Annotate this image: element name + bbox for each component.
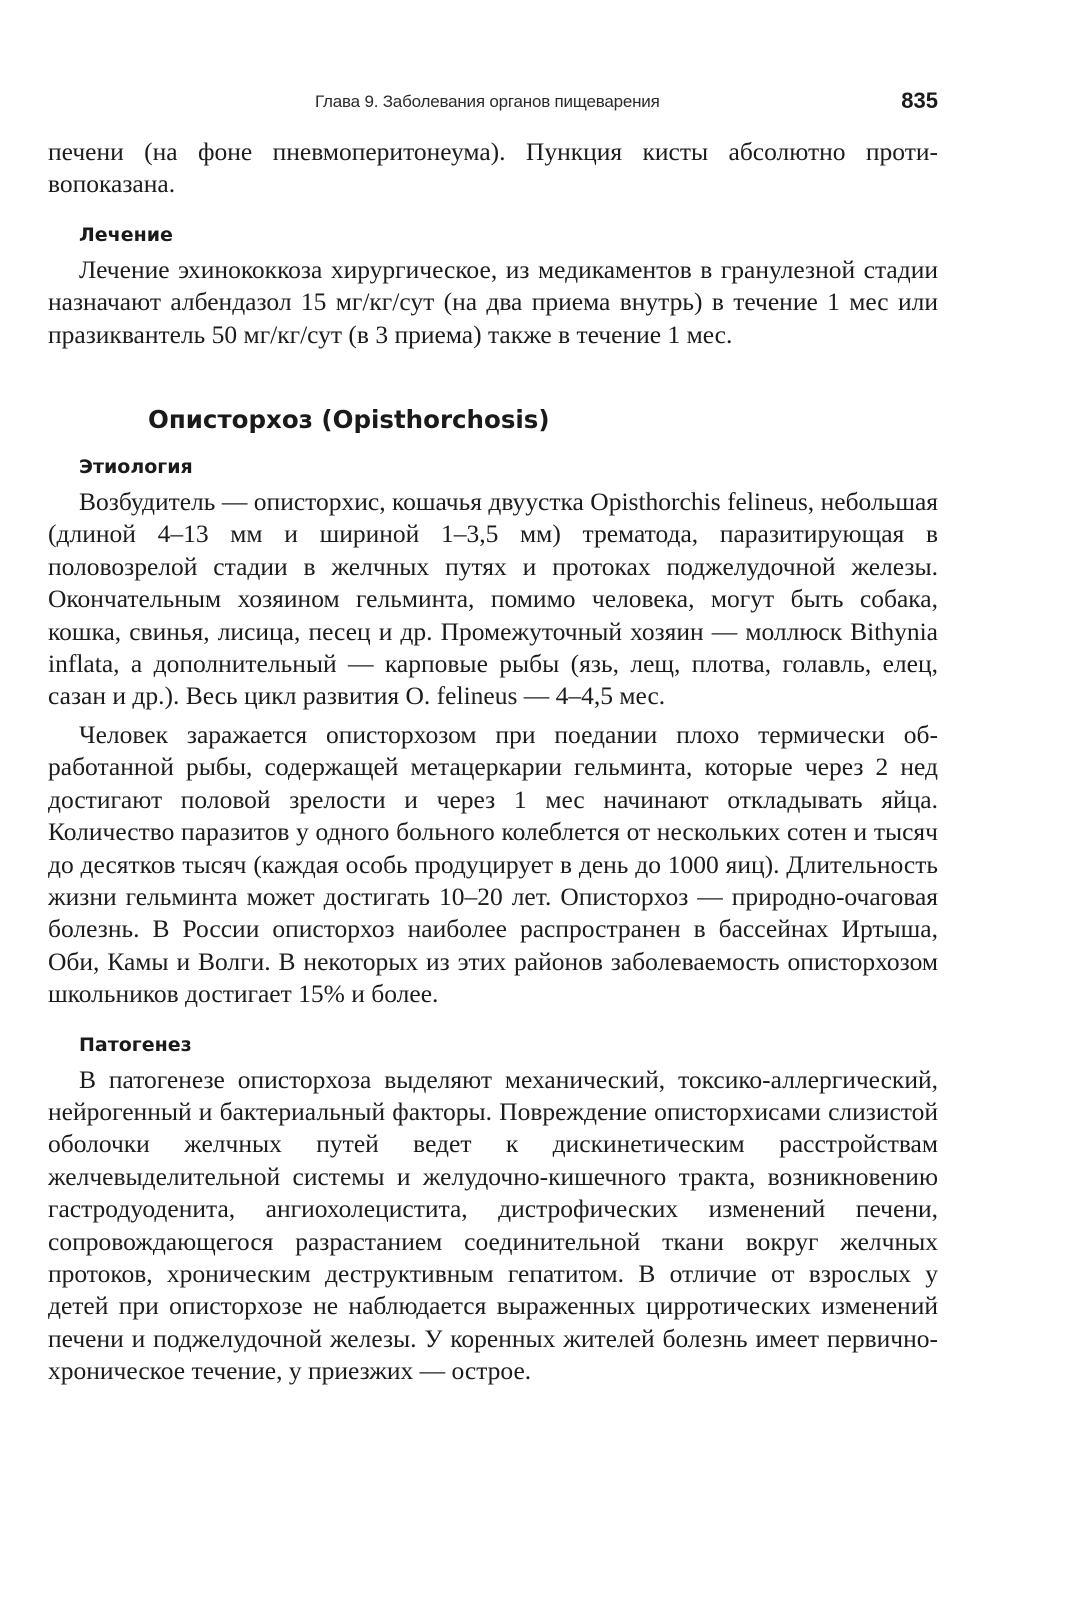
- body-text: [48, 136, 938, 1388]
- treatment-paragraph: Лечение эхинококкоза хирургическое, из медикаментов в гранулезной стадии назначают албендазол 15 мг/кг/сут (на два приема внутрь) в течение 1 мес или празиквантель 50 мг/кг/сут (в 3 приема) также в течение 1 мес.: [48, 254, 938, 349]
- running-head: [48, 88, 938, 118]
- pathogenesis-paragraph: В патогенезе описторхоза выделяют механический, токсико-аллергический, нейрогенный и бактериальный факторы. Повреждение описторхисами слизистой оболочки желчных путей ведет к дискинетическим расстройствам желчевыделительной системы и желудочно-кишечного тракта, возникновению гастродуоденита, ангиохолецистита, дистрофических изменений печени, сопровождающегося разрастанием соединительной ткани вокруг желчных протоков, хроническим деструктивным гепатитом. В отличие от взрослых у детей при описторхозе не наблюдается выраженных цирротических изменений печени и поджелудочной железы. У коренных жителей болезнь имеет первично-хроническое течение, у приезжих — острое.: [48, 1064, 938, 1386]
- etiology-paragraph-2: Человек заражается описторхозом при поедании плохо термически обработанной рыбы, содержащей метацеркарии гельминта, которые через 2 нед достигают половой зрелости и через 1 мес начинают откладывать яйца. Количество паразитов у одного больного колеблется от нескольких сотен и тысяч до десятков тысяч (каждая особь продуцирует в день до 1000 яиц). Длительность жизни гельминта может достигать 10–20 лет. Описторхоз — природно-очаговая болезнь. В России описторхоз наиболее распространен в бассейнах Иртыша, Оби, Камы и Волги. В некоторых из этих районов заболеваемость описторхозом школьников достигает 15% и более.: [48, 719, 938, 1009]
- running-title: Глава 9. Заболевания органов пищеварения: [315, 92, 660, 111]
- page-number: 835: [901, 88, 938, 113]
- intro-paragraph: печени (на фоне пневмоперитонеума). Пункция кисты абсолютно противопоказана.: [48, 137, 938, 199]
- etiology-paragraph-1: Возбудитель — описторхис, кошачья двуустка Opisthorchis felineus, небольшая (длиной 4–13 мм и шириной 1–3,5 мм) трематода, паразитирующая в половозрелой стадии в желчных путях и протоках поджелудочной железы. Окончательным хозяином гельминта, помимо человека, могут быть собака, кошка, свинья, лисица, песец и др. Промежуточный хозяин — моллюск Bithynia inflata, а дополнительный — карповые рыбы (язь, лещ, плотва, голавль, елец, сазан и др.). Весь цикл развития O. felineus — 4–4,5 мес.: [48, 487, 938, 711]
- pathogenesis-heading: Патогенез: [79, 1033, 192, 1056]
- treatment-heading: Лечение: [79, 223, 173, 246]
- section-title: Описторхоз (Opisthorchosis): [148, 405, 550, 435]
- etiology-heading: Этиология: [79, 456, 193, 479]
